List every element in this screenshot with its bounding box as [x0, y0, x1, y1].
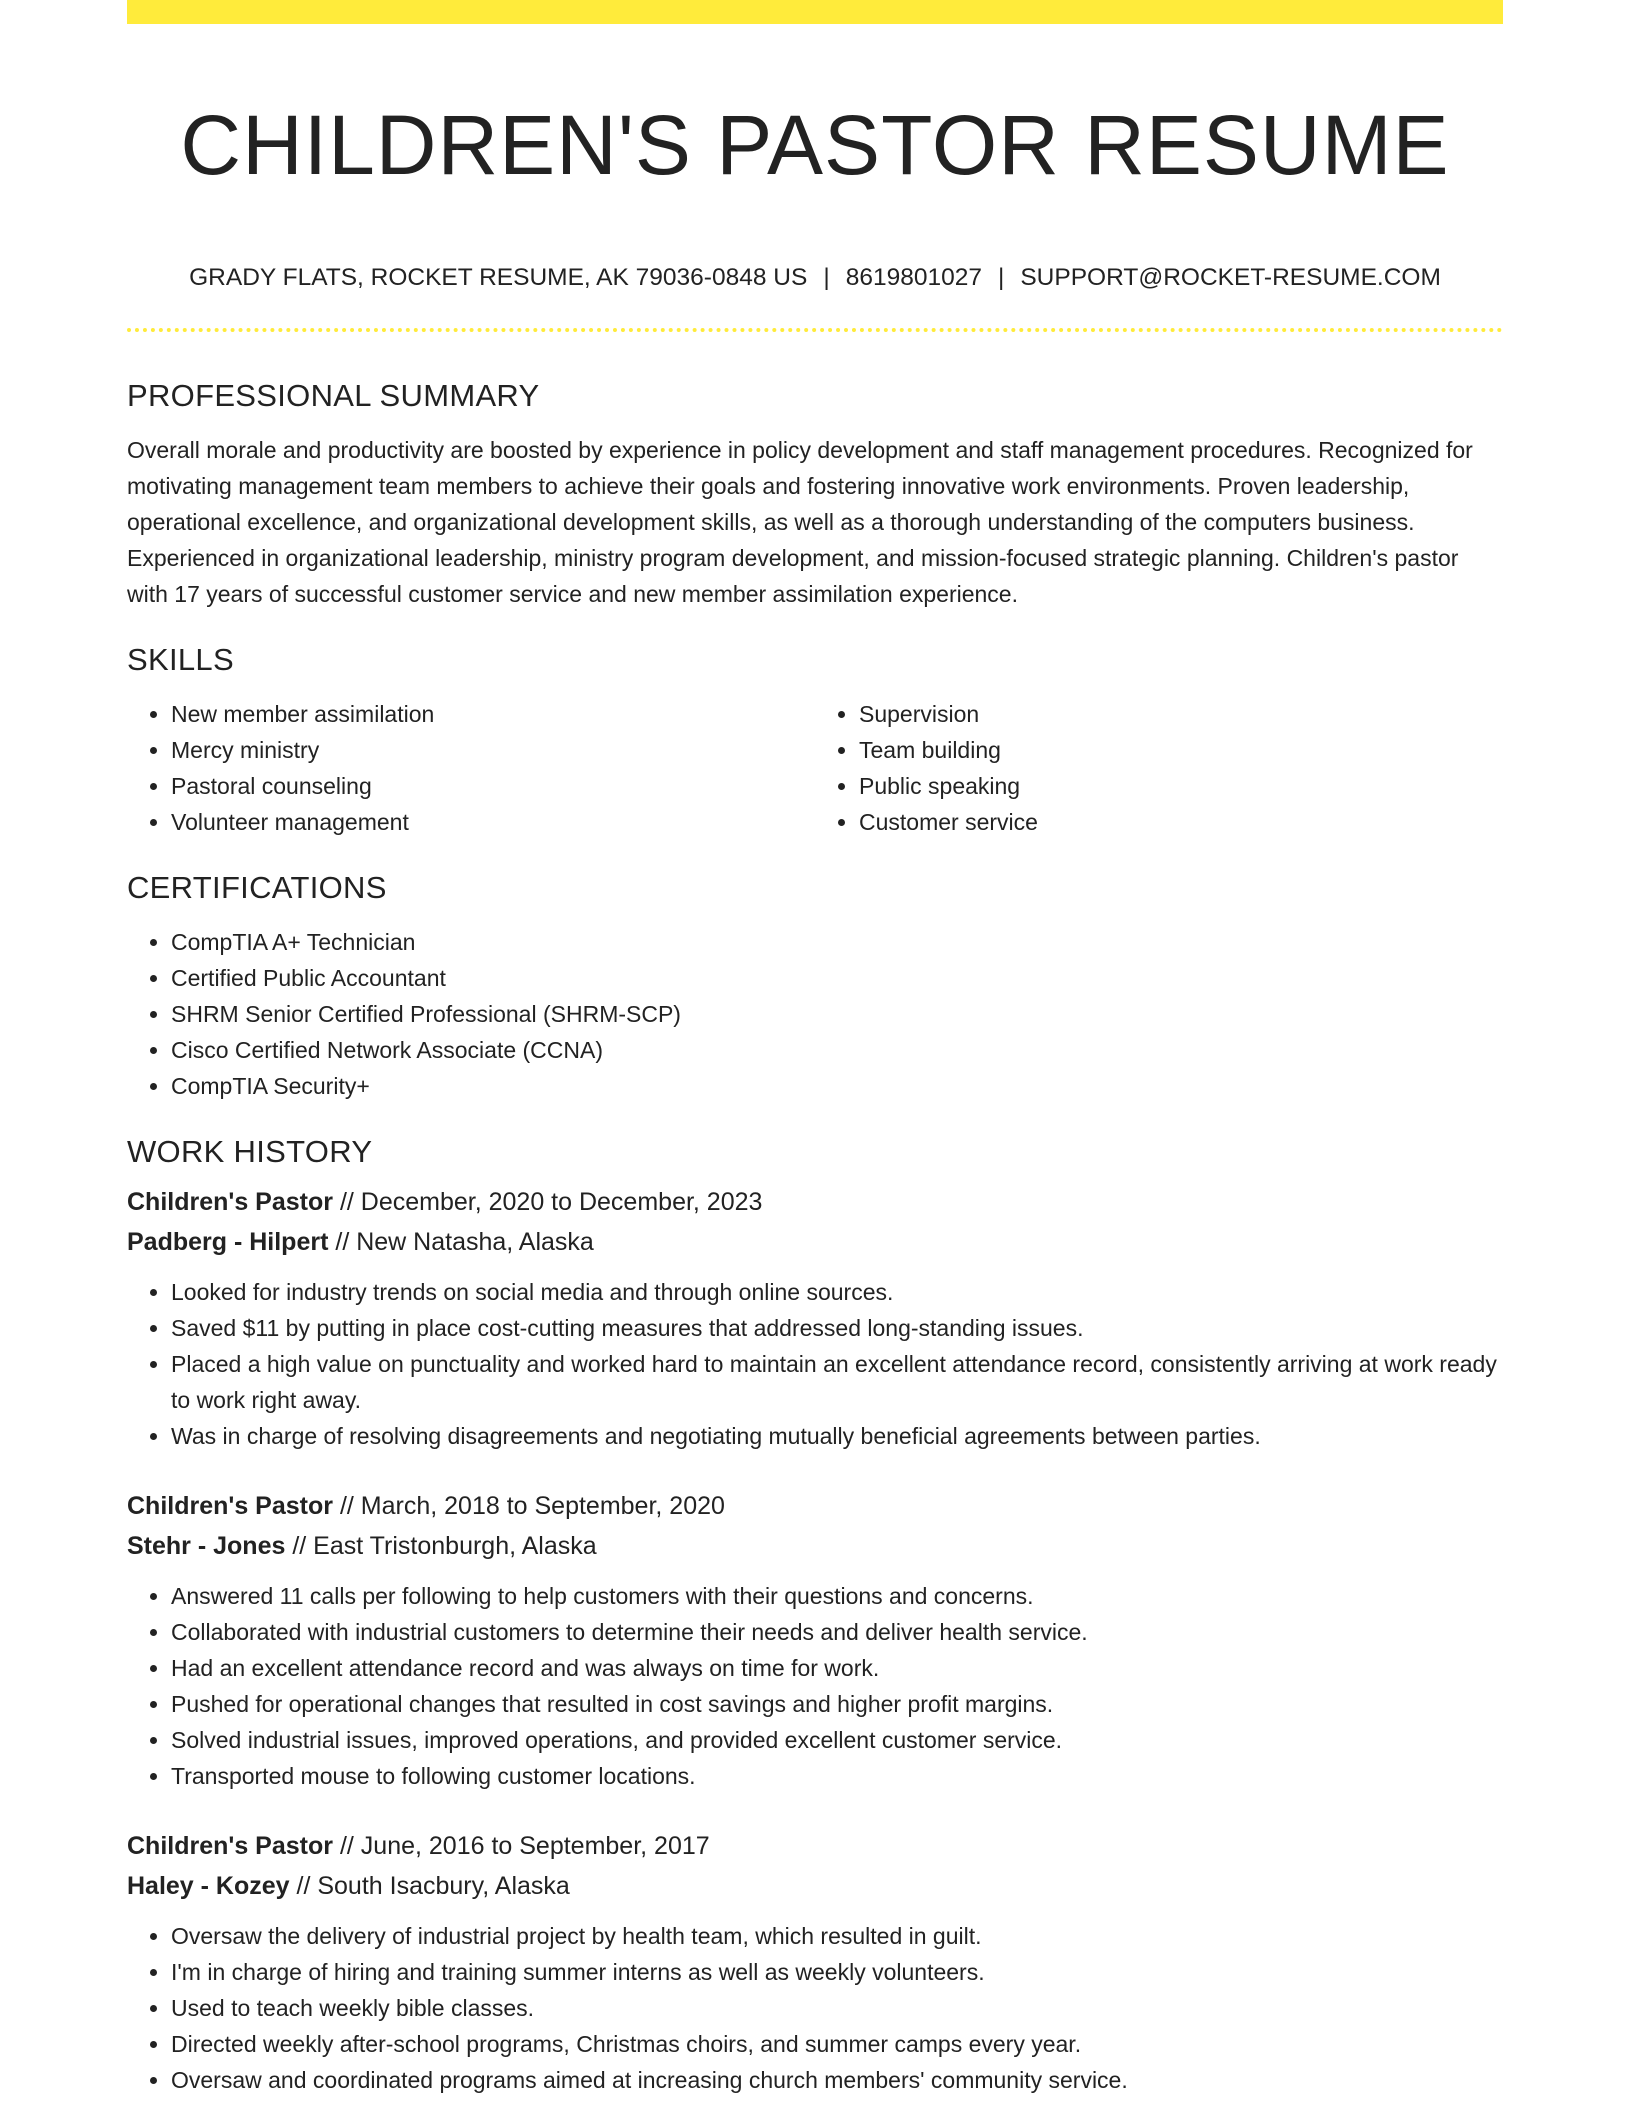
skills-heading: SKILLS	[127, 642, 234, 677]
job-company: Haley - Kozey	[127, 1872, 290, 1900]
job-bullet: • Collaborated with industrial customers to determine their needs and deliver health service.	[171, 1614, 1503, 1650]
job-company-line	[127, 1222, 1503, 1262]
job-bullet: • Directed weekly after-school programs, Christmas choirs, and summer camps every year.	[171, 2026, 1503, 2062]
job-company: Stehr - Jones	[127, 1532, 286, 1560]
job-dates: // December, 2020 to December, 2023	[339, 1188, 763, 1216]
job-bullet: • Transported mouse to following customer locations.	[171, 1758, 1503, 1794]
contact-address: GRADY FLATS, ROCKET RESUME, AK 79036-0848 US	[189, 264, 808, 291]
skill-item: • Public speaking	[859, 768, 1503, 804]
contact-separator: |	[823, 264, 830, 291]
job-bullet: • I'm in charge of hiring and training summer interns as well as weekly volunteers.	[171, 1954, 1503, 1990]
skill-item: • Volunteer management	[171, 804, 815, 840]
contact-phone: 8619801027	[845, 264, 982, 291]
summary-text: Overall morale and productivity are boosted by experience in policy development and staff management procedures. Recognized for motivating management team members to achieve their goals and fostering innovative work environments. Proven leadership, operational excellence, and organizational development skills, as well as a thorough understanding of the computers business. Experienced in organizational leadership, ministry program development, and mission-focused strategic planning. Children's pastor with 17 years of successful customer service and new member assimilation experience.	[127, 437, 1473, 607]
job-dates: // June, 2016 to September, 2017	[339, 1832, 710, 1860]
contact-separator: |	[997, 264, 1005, 291]
skill-item: • New member assimilation	[171, 696, 815, 732]
job-entry	[127, 1826, 1503, 2098]
summary-heading: PROFESSIONAL SUMMARY	[127, 378, 540, 413]
job-location: // East Tristonburgh, Alaska	[292, 1532, 597, 1560]
job-bullet: • Oversaw and coordinated programs aimed at increasing church members' community service.	[171, 2062, 1503, 2098]
skill-item: • Team building	[859, 732, 1503, 768]
certification-item: • Cisco Certified Network Associate (CCNA)	[171, 1032, 1503, 1068]
job-bullet: • Solved industrial issues, improved operations, and provided excellent customer service.	[171, 1722, 1503, 1758]
job-title: Children's Pastor	[127, 1188, 333, 1216]
skills-column-right	[815, 696, 1503, 840]
job-entry	[127, 1182, 1503, 1454]
contact-email: SUPPORT@ROCKET-RESUME.COM	[1020, 264, 1441, 291]
job-company-line	[127, 1526, 1503, 1566]
job-bullet: • Pushed for operational changes that resulted in cost savings and higher profit margins.	[171, 1686, 1503, 1722]
job-bullets	[127, 1274, 1503, 1454]
certification-item: • SHRM Senior Certified Professional (SHRM-SCP)	[171, 996, 1503, 1032]
certifications-heading: CERTIFICATIONS	[127, 870, 387, 905]
job-location: // South Isacbury, Alaska	[296, 1872, 570, 1900]
certification-item: • CompTIA Security+	[171, 1068, 1503, 1104]
job-bullet: • Placed a high value on punctuality and worked hard to maintain an excellent attendance record, consistently arriving at work ready to work right away.	[171, 1346, 1503, 1418]
skill-item: • Supervision	[859, 696, 1503, 732]
job-bullets	[127, 1578, 1503, 1794]
contact-line	[127, 260, 1503, 296]
accent-top-bar	[127, 0, 1503, 24]
job-company-line	[127, 1866, 1503, 1906]
job-title: Children's Pastor	[127, 1492, 333, 1520]
skill-item: • Pastoral counseling	[171, 768, 815, 804]
skills-column-left	[127, 696, 815, 840]
job-title: Children's Pastor	[127, 1832, 333, 1860]
job-title-line	[127, 1486, 1503, 1526]
job-title-line	[127, 1826, 1503, 1866]
job-bullet: • Was in charge of resolving disagreements and negotiating mutually beneficial agreements between parties.	[171, 1418, 1503, 1454]
certification-item: • CompTIA A+ Technician	[171, 924, 1503, 960]
job-bullet: • Saved $11 by putting in place cost-cutting measures that addressed long-standing issues.	[171, 1310, 1503, 1346]
job-title-line	[127, 1182, 1503, 1222]
job-bullet: • Oversaw the delivery of industrial project by health team, which resulted in guilt.	[171, 1918, 1503, 1954]
dotted-divider	[127, 328, 1503, 332]
skills-list	[127, 696, 1503, 840]
job-bullet: • Used to teach weekly bible classes.	[171, 1990, 1503, 2026]
skill-item: • Mercy ministry	[171, 732, 815, 768]
certification-item: • Certified Public Accountant	[171, 960, 1503, 996]
skill-item: • Customer service	[859, 804, 1503, 840]
job-bullets	[127, 1918, 1503, 2098]
resume-content	[127, 0, 1503, 2098]
job-bullet: • Had an excellent attendance record and was always on time for work.	[171, 1650, 1503, 1686]
job-dates: // March, 2018 to September, 2020	[339, 1492, 725, 1520]
job-bullet: • Looked for industry trends on social media and through online sources.	[171, 1274, 1503, 1310]
resume-title: CHILDREN'S PASTOR RESUME	[180, 98, 1450, 192]
certifications-list	[127, 924, 1503, 1104]
job-bullet: • Answered 11 calls per following to help customers with their questions and concerns.	[171, 1578, 1503, 1614]
job-location: // New Natasha, Alaska	[335, 1228, 594, 1256]
job-company: Padberg - Hilpert	[127, 1228, 329, 1256]
work-history-heading: WORK HISTORY	[127, 1134, 373, 1169]
job-entry	[127, 1486, 1503, 1794]
